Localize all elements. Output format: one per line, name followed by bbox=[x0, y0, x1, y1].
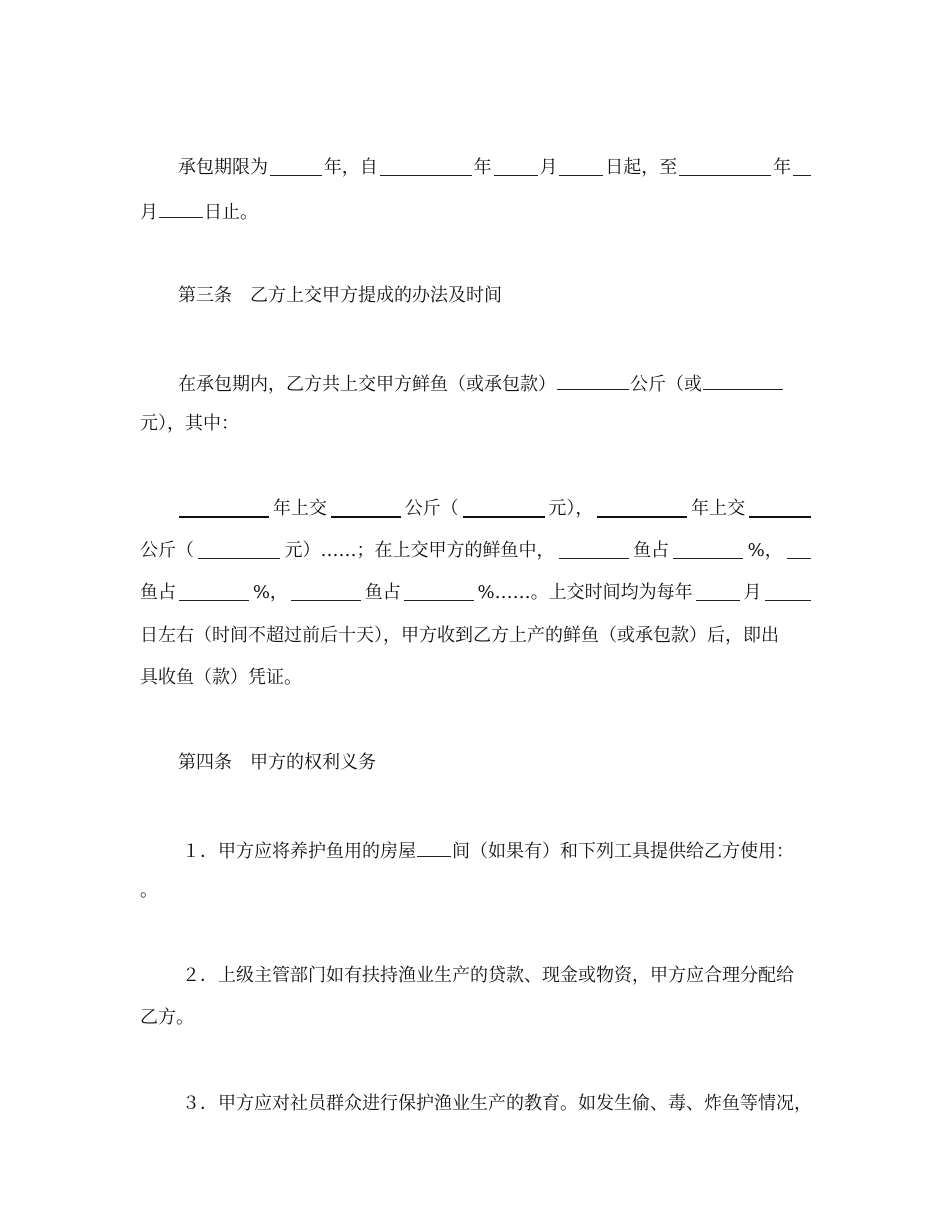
article-3-heading: 第三条 乙方上交甲方提成的办法及时间 bbox=[178, 285, 502, 306]
text-segment: １．甲方应将养护鱼用的房屋 bbox=[182, 841, 416, 862]
text-segment: 鱼占 bbox=[364, 582, 401, 603]
text-segment: 年，自 bbox=[323, 157, 378, 178]
blank-delivery-day bbox=[765, 580, 811, 601]
blank-percent-3 bbox=[404, 580, 474, 601]
blank-years bbox=[270, 155, 322, 176]
blank-start-year bbox=[380, 155, 472, 176]
article-4-heading: 第四条 甲方的权利义务 bbox=[178, 752, 376, 773]
text-segment: 在承包期内，乙方共上交甲方鲜鱼（或承包款） bbox=[178, 374, 556, 395]
payment-schedule-line-4: 日左右（时间不超过前后十天），甲方收到乙方上产的鲜鱼（或承包款）后，即出 bbox=[140, 625, 779, 646]
blank-yuan-2 bbox=[198, 538, 280, 559]
blank-start-day bbox=[559, 155, 603, 176]
blank-fish-type-1 bbox=[559, 538, 629, 559]
text-segment: %， bbox=[747, 540, 783, 561]
blank-end-day bbox=[159, 197, 203, 218]
text-segment: 鱼占 bbox=[633, 540, 670, 561]
blank-kg-1 bbox=[331, 496, 401, 518]
text-segment: 年上交 bbox=[272, 498, 327, 519]
payment-schedule-line-2 bbox=[140, 538, 812, 564]
text-segment: 间（如果有）和下列工具提供给乙方使用： bbox=[452, 841, 794, 862]
blank-year-2 bbox=[597, 496, 687, 518]
blank-start-month bbox=[494, 155, 538, 176]
text-segment: 公斤（或 bbox=[630, 374, 702, 395]
payment-total-line-1 bbox=[178, 369, 812, 395]
text-segment: 月 bbox=[140, 202, 158, 223]
text-segment: 鱼占 bbox=[140, 582, 176, 603]
blank-percent-2 bbox=[179, 580, 249, 601]
blank-fish-type-2 bbox=[787, 538, 811, 559]
payment-total-line-2: 元），其中： bbox=[140, 413, 239, 434]
contract-term-line-1 bbox=[178, 155, 812, 181]
item-2-line-1: ２．上级主管部门如有扶持渔业生产的贷款、现金或物资，甲方应合理分配给 bbox=[182, 965, 794, 986]
blank-room-count bbox=[417, 836, 451, 857]
blank-yuan-1 bbox=[463, 496, 545, 518]
blank-total-kg bbox=[557, 369, 629, 390]
text-segment: 月 bbox=[743, 582, 762, 603]
blank-fish-type-3 bbox=[291, 580, 361, 601]
payment-schedule-line-1 bbox=[178, 496, 812, 522]
blank-percent-1 bbox=[673, 538, 743, 559]
text-segment: 公斤（ bbox=[404, 498, 459, 519]
text-segment: 年 bbox=[473, 157, 492, 178]
payment-schedule-line-5: 具收鱼（款）凭证。 bbox=[140, 667, 302, 688]
item-2-line-2: 乙方。 bbox=[140, 1007, 194, 1028]
contract-term-line-2 bbox=[140, 197, 812, 223]
item-1-line-2: 。 bbox=[140, 880, 158, 901]
text-segment: 年 bbox=[773, 157, 792, 178]
payment-schedule-line-3 bbox=[140, 580, 812, 606]
blank-year-1 bbox=[179, 496, 269, 518]
blank-kg-2 bbox=[749, 496, 811, 518]
text-segment: %……。上交时间均为每年 bbox=[477, 582, 693, 603]
blank-end-month bbox=[793, 155, 811, 176]
text-segment: 元）……；在上交甲方的鲜鱼中， bbox=[284, 540, 555, 561]
text-segment: 日止。 bbox=[204, 202, 258, 223]
text-segment: %， bbox=[252, 582, 288, 603]
text-segment: 公斤（ bbox=[140, 540, 194, 561]
item-3-line-1: ３．甲方应对社员群众进行保护渔业生产的教育。如发生偷、毒、炸鱼等情况， bbox=[182, 1093, 812, 1114]
text-segment: 月 bbox=[539, 157, 558, 178]
text-segment: 年上交 bbox=[691, 498, 746, 519]
text-segment: 日起，至 bbox=[605, 157, 678, 178]
item-1-line-1 bbox=[182, 836, 812, 862]
blank-end-year bbox=[679, 155, 771, 176]
blank-delivery-month bbox=[696, 580, 740, 601]
text-segment: 元）， bbox=[548, 498, 594, 519]
blank-total-yuan bbox=[703, 369, 783, 390]
text-segment: 承包期限为 bbox=[178, 157, 268, 178]
